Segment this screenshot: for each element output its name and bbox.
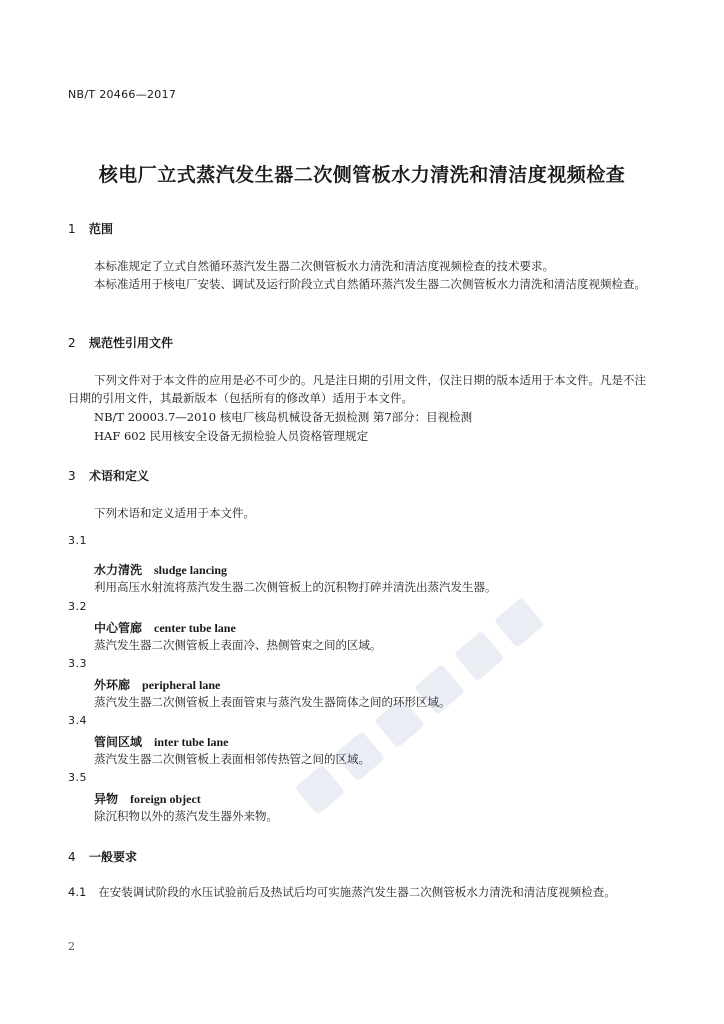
term-en: inter tube lane — [154, 735, 229, 749]
term-heading — [94, 561, 227, 578]
term-number: 3.5 — [68, 771, 87, 784]
term-number: 3.1 — [68, 534, 87, 547]
term-definition: 利用高压水射流将蒸汽发生器二次侧管板上的沉积物打碎并清洗出蒸汽发生器。 — [94, 580, 497, 594]
section-4-heading — [68, 848, 137, 865]
clause-text: 在安装调试阶段的水压试验前后及热试后均可实施蒸汽发生器二次侧管板水力清洗和清洁度视频检查。 — [98, 885, 616, 899]
scope-paragraph-2: 本标准适用于核电厂安装、调试及运行阶段立式自然循环蒸汽发生器二次侧管板水力清洗和清洁度视频检查。 — [94, 277, 646, 291]
terms-intro: 下列术语和定义适用于本文件。 — [94, 506, 255, 520]
scope-paragraph-1: 本标准规定了立式自然循环蒸汽发生器二次侧管板水力清洗和清洁度视频检查的技术要求。 — [94, 259, 554, 273]
term-zh: 水力清洗 — [94, 563, 143, 577]
reference-item-2: HAF 602 民用核安全设备无损检验人员资格管理规定 — [94, 429, 369, 443]
document-code: NB/T 20466—2017 — [68, 88, 177, 101]
term-number: 3.3 — [68, 657, 87, 670]
section-2-heading — [68, 334, 173, 351]
term-definition: 蒸汽发生器二次侧管板上表面冷、热侧管束之间的区域。 — [94, 638, 382, 652]
term-definition: 蒸汽发生器二次侧管板上表面管束与蒸汽发生器筒体之间的环形区域。 — [94, 695, 451, 709]
clause-4-1 — [68, 882, 648, 902]
term-zh: 中心管廊 — [94, 621, 143, 635]
section-1-heading — [68, 220, 113, 237]
page-title: 核电厂立式蒸汽发生器二次侧管板水力清洗和清洁度视频检查 — [98, 164, 626, 186]
term-heading — [94, 733, 228, 750]
section-title: 术语和定义 — [89, 469, 150, 483]
term-heading — [94, 619, 236, 636]
section-number: 1 — [68, 222, 76, 236]
term-zh: 管间区域 — [94, 735, 143, 749]
term-definition: 除沉积物以外的蒸汽发生器外来物。 — [94, 809, 278, 823]
reference-item-1: NB/T 20003.7—2010 核电厂核岛机械设备无损检测 第7部分：目视检测 — [94, 410, 473, 424]
clause-number: 4.1 — [68, 885, 87, 899]
term-zh: 异物 — [94, 792, 119, 806]
term-en: foreign object — [130, 792, 201, 806]
term-heading — [94, 676, 220, 693]
term-zh: 外环廊 — [94, 678, 131, 692]
section-title: 规范性引用文件 — [89, 336, 174, 350]
references-paragraph: 下列文件对于本文件的应用是必不可少的。凡是注日期的引用文件，仅注日期的版本适用于本文件。凡是不注日期的引用文件，其最新版本（包括所有的修改单）适用于本文件。 — [68, 373, 646, 405]
section-number: 2 — [68, 336, 76, 350]
section-number: 4 — [68, 850, 76, 864]
term-en: center tube lane — [154, 621, 236, 635]
page-number: 2 — [68, 940, 75, 953]
term-number: 3.4 — [68, 714, 87, 727]
term-en: peripheral lane — [142, 678, 221, 692]
section-title: 一般要求 — [89, 850, 138, 864]
section-title: 范围 — [89, 222, 114, 236]
term-en: sludge lancing — [154, 563, 228, 577]
section-number: 3 — [68, 469, 76, 483]
term-definition: 蒸汽发生器二次侧管板上表面相邻传热管之间的区域。 — [94, 752, 370, 766]
term-number: 3.2 — [68, 600, 87, 613]
section-3-heading — [68, 467, 149, 484]
term-heading — [94, 790, 201, 807]
